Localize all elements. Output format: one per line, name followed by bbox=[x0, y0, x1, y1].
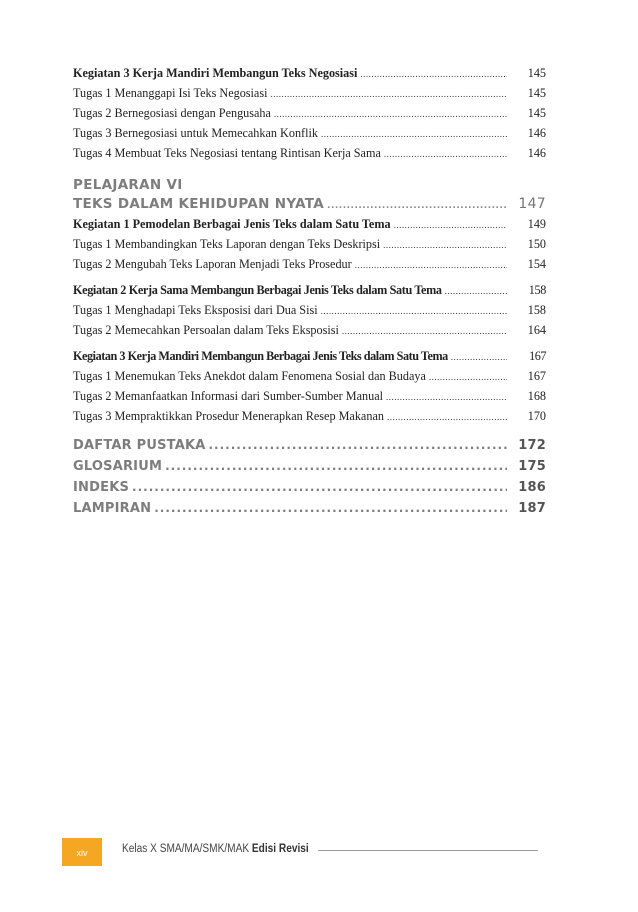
toc-entry-page: 147 bbox=[518, 196, 546, 212]
toc-entry-title: Tugas 2 Mengubah Teks Laporan Menjadi Teks Prosedur bbox=[73, 257, 352, 271]
toc-entry-activity[interactable] bbox=[73, 217, 546, 237]
toc-entry-section[interactable] bbox=[73, 438, 546, 459]
toc-entry-page: 158 bbox=[528, 283, 546, 297]
toc-leader-dots bbox=[355, 260, 507, 270]
toc-entry-page: 175 bbox=[518, 459, 546, 474]
toc-leader-dots bbox=[429, 372, 507, 382]
toc-leader-dots bbox=[132, 480, 507, 494]
toc-leader-dots bbox=[384, 149, 507, 159]
toc-entry-page: 164 bbox=[527, 323, 546, 337]
toc-entry-task[interactable] bbox=[73, 237, 546, 257]
toc-entry-section[interactable] bbox=[73, 501, 546, 522]
toc-entry-title: Kegiatan 3 Kerja Mandiri Membangun Berbagai Jenis Teks dalam Satu Tema bbox=[73, 349, 448, 363]
toc-entry-title: Kegiatan 2 Kerja Sama Membangun Berbagai Jenis Teks dalam Satu Tema bbox=[73, 283, 442, 297]
toc-entry-page: 145 bbox=[527, 86, 546, 100]
toc-leader-dots bbox=[445, 286, 507, 296]
toc-entry-page: 145 bbox=[527, 106, 546, 120]
toc-entry-page: 154 bbox=[527, 257, 546, 271]
toc-leader-dots bbox=[321, 306, 507, 316]
toc-entry-task[interactable] bbox=[73, 106, 546, 126]
toc-leader-dots bbox=[386, 392, 507, 402]
toc-entry-page: 150 bbox=[527, 237, 546, 251]
page-number-badge: xiv bbox=[62, 838, 102, 866]
toc-section-title: DAFTAR PUSTAKA bbox=[73, 438, 206, 453]
toc-entry-task[interactable] bbox=[73, 323, 546, 343]
toc-entry-title: Tugas 1 Menemukan Teks Anekdot dalam Fenomena Sosial dan Budaya bbox=[73, 369, 426, 383]
toc-section-title: GLOSARIUM bbox=[73, 459, 163, 474]
toc-entry-title: Tugas 4 Membuat Teks Negosiasi tentang Rintisan Kerja Sama bbox=[73, 146, 381, 160]
toc-entry-title: Tugas 1 Menghadapi Teks Eksposisi dari Dua Sisi bbox=[73, 303, 318, 317]
toc-leader-dots bbox=[327, 201, 507, 211]
toc-entry-task[interactable] bbox=[73, 146, 546, 166]
toc-entry-page: 145 bbox=[527, 66, 546, 80]
toc-entry-title: Tugas 2 Bernegosiasi dengan Pengusaha bbox=[73, 106, 271, 120]
toc-entry-page: 158 bbox=[527, 303, 546, 317]
toc-entry-task[interactable] bbox=[73, 409, 546, 429]
toc-leader-dots bbox=[394, 220, 507, 230]
lesson-label: PELAJARAN VI bbox=[73, 177, 183, 193]
toc-entry-title: Kegiatan 1 Pemodelan Berbagai Jenis Teks dalam Satu Tema bbox=[73, 217, 391, 231]
toc-leader-dots bbox=[209, 438, 508, 452]
toc-entry-title: Tugas 3 Mempraktikkan Prosedur Menerapkan Resep Makanan bbox=[73, 409, 384, 423]
toc-entry-title: Tugas 1 Membandingkan Teks Laporan dengan Teks Deskripsi bbox=[73, 237, 381, 251]
footer-divider bbox=[318, 850, 538, 851]
toc-leader-dots bbox=[274, 109, 507, 119]
toc-entry-task[interactable] bbox=[73, 369, 546, 389]
toc-entry-task[interactable] bbox=[73, 389, 546, 409]
toc-leader-dots bbox=[451, 352, 507, 362]
footer-edition: Edisi Revisi bbox=[251, 843, 309, 855]
toc-entry-activity[interactable] bbox=[73, 66, 546, 86]
footer-book-title bbox=[122, 843, 309, 855]
toc-leader-dots bbox=[154, 501, 507, 515]
toc-entry-page: 149 bbox=[527, 217, 546, 231]
toc-entry-page: 167 bbox=[529, 349, 546, 363]
toc-entry-title: Tugas 3 Bernegosiasi untuk Memecahkan Konflik bbox=[73, 126, 318, 140]
toc-entry-page: 146 bbox=[527, 146, 546, 160]
toc-entry-page: 187 bbox=[518, 501, 546, 516]
lesson-title: TEKS DALAM KEHIDUPAN NYATA bbox=[73, 196, 325, 212]
toc-leader-dots bbox=[321, 129, 507, 139]
toc-entry-title: Tugas 2 Memecahkan Persoalan dalam Teks Eksposisi bbox=[73, 323, 339, 337]
toc-section-title: INDEKS bbox=[73, 480, 130, 495]
toc-section-title: LAMPIRAN bbox=[73, 501, 152, 516]
toc-leader-dots bbox=[360, 69, 507, 79]
table-of-contents bbox=[73, 66, 546, 522]
toc-leader-dots bbox=[383, 240, 507, 250]
toc-leader-dots bbox=[270, 89, 507, 99]
toc-entry-title: Tugas 1 Menanggapi Isi Teks Negosiasi bbox=[73, 86, 268, 100]
toc-entry-task[interactable] bbox=[73, 126, 546, 146]
toc-entry-section[interactable] bbox=[73, 459, 546, 480]
toc-leader-dots bbox=[165, 459, 507, 473]
footer-book-name: Kelas X SMA/MA/SMK/MAK bbox=[122, 843, 250, 855]
toc-entry-page: 168 bbox=[527, 389, 546, 403]
toc-entry-section[interactable] bbox=[73, 480, 546, 501]
toc-entry-page: 170 bbox=[527, 409, 546, 423]
toc-entry-page: 146 bbox=[527, 126, 546, 140]
toc-entry-task[interactable] bbox=[73, 86, 546, 106]
toc-entry-activity[interactable] bbox=[73, 349, 546, 369]
toc-entry-page: 167 bbox=[527, 369, 546, 383]
toc-entry-task[interactable] bbox=[73, 303, 546, 323]
toc-leader-dots bbox=[342, 326, 507, 336]
toc-entry-title: Kegiatan 3 Kerja Mandiri Membangun Teks Negosiasi bbox=[73, 66, 358, 80]
toc-entry-lesson[interactable] bbox=[73, 196, 546, 217]
toc-leader-dots bbox=[387, 412, 507, 422]
toc-entry-activity[interactable] bbox=[73, 283, 546, 303]
toc-entry-page: 186 bbox=[518, 480, 546, 495]
toc-entry-page: 172 bbox=[518, 438, 546, 453]
toc-entry-task[interactable] bbox=[73, 257, 546, 277]
toc-entry-title: Tugas 2 Memanfaatkan Informasi dari Sumber-Sumber Manual bbox=[73, 389, 384, 403]
